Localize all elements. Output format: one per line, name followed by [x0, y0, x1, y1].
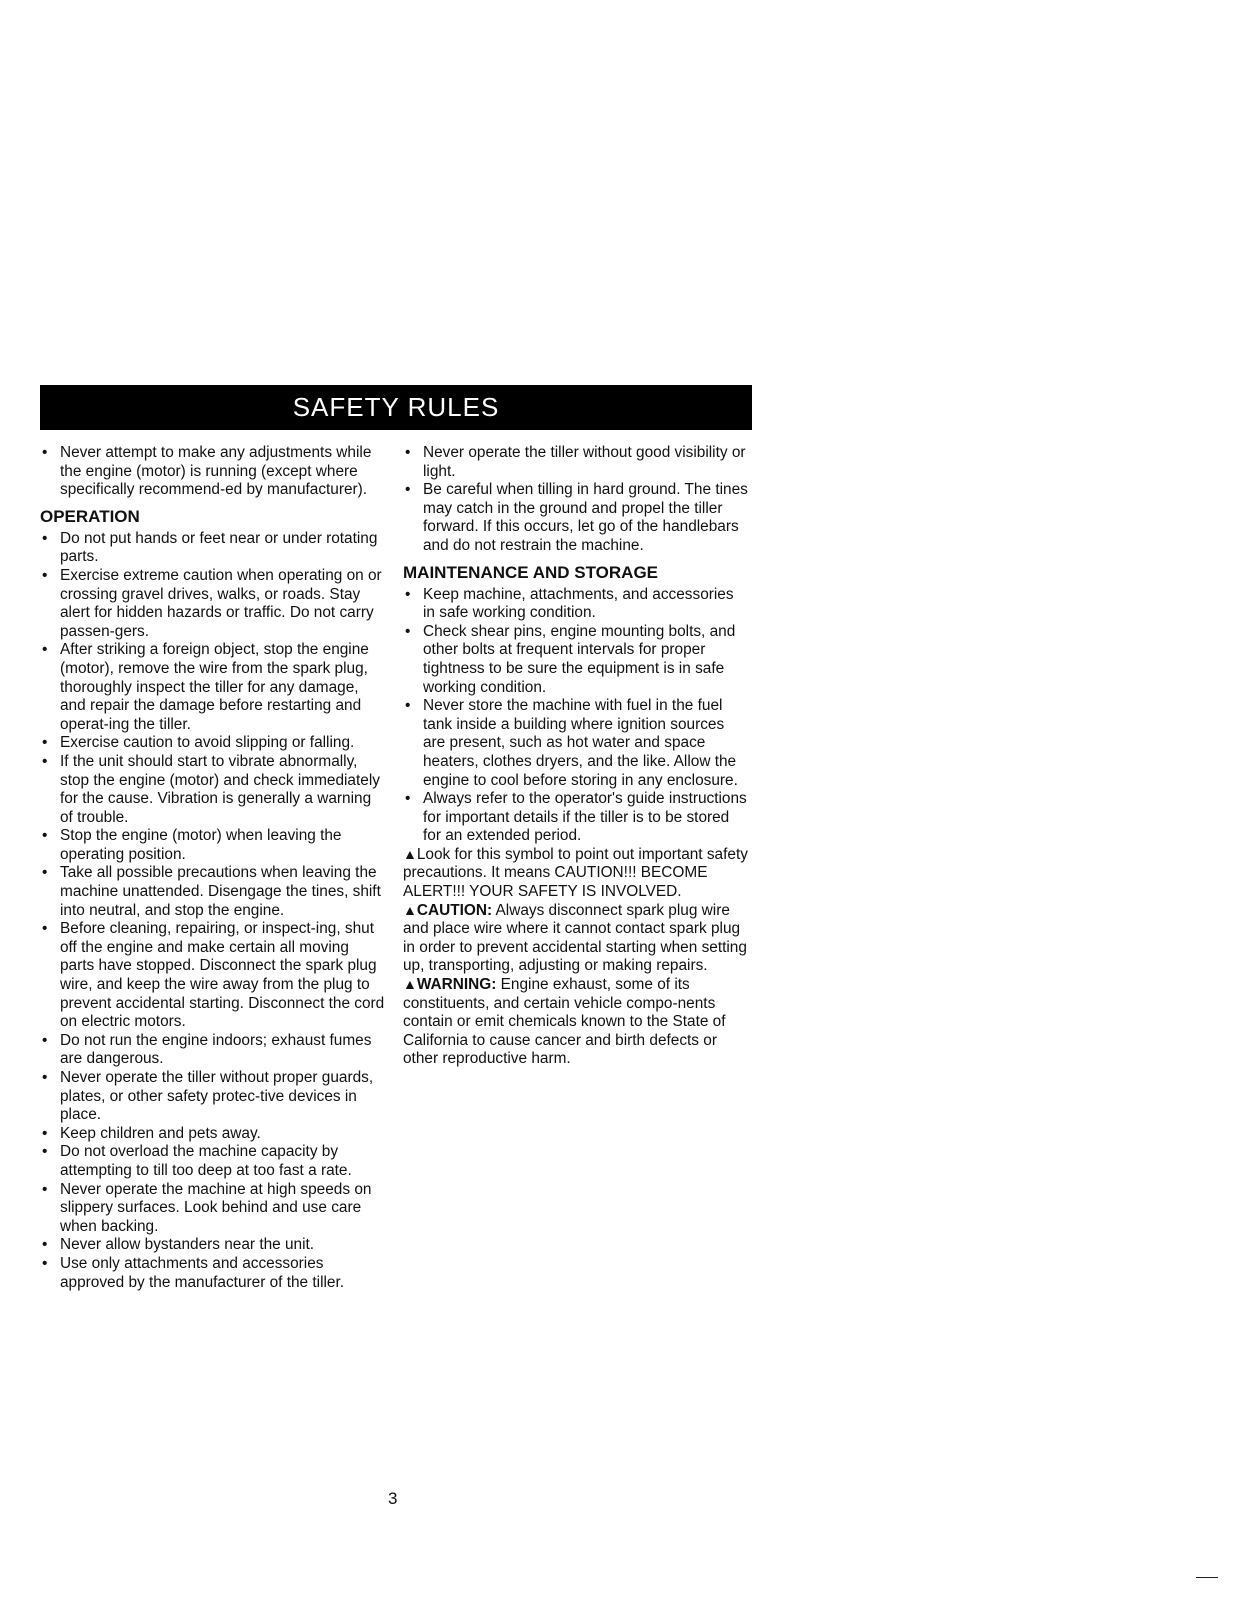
list-item: • Never attempt to make any adjustments while the engine (motor) is running (except where specifically recommend-ed by manufacturer). [42, 444, 372, 499]
list-item: • Do not run the engine indoors; exhaust fumes are dangerous. [42, 1031, 372, 1068]
bullet-icon: • [405, 481, 411, 499]
caution-note: ▲CAUTION: Always disconnect spark plug wire and place wire where it cannot contact spark plug in order to prevent accidental starting when setting up, transporting, adjusting or making repairs. [403, 901, 747, 975]
list-item: • Use only attachments and accessories approved by the manufacturer of the tiller. [42, 1254, 345, 1291]
intro-list-left [40, 444, 385, 500]
warning-note: ▲WARNING: Engine exhaust, some of its constituents, and certain vehicle compo-nents contain or emit chemicals known to the State of California to cause cancer and birth defects or other reproductive harm. [403, 976, 726, 1068]
bullet-icon: • [42, 827, 48, 845]
bullet-icon: • [42, 1254, 48, 1272]
bullet-icon: • [42, 1031, 48, 1049]
operation-list [40, 530, 385, 1292]
warning-triangle-icon: ▲ [403, 845, 417, 862]
bullet-icon: • [405, 585, 411, 603]
bullet-icon: • [405, 444, 411, 461]
bullet-icon: • [42, 641, 48, 659]
intro-list-right [403, 444, 748, 556]
bullet-icon: • [405, 622, 411, 640]
bullet-icon: • [405, 790, 411, 808]
list-item: • Exercise extreme caution when operating on or crossing gravel drives, walks, or roads. Stay alert for hidden hazards or traffic. Do not carry passen-gers. [42, 566, 382, 640]
bullet-icon: • [42, 864, 48, 882]
left-column [40, 444, 385, 1292]
list-item: • Keep children and pets away. [42, 1124, 261, 1142]
page-number: 3 [388, 1489, 398, 1508]
list-item: • Keep machine, attachments, and accessories in safe working condition. [405, 585, 734, 622]
list-item: • Before cleaning, repairing, or inspect-ing, shut off the engine and make certain all moving parts have stopped. Disconnect the spark plug wire, and keep the wire away from the plug to prevent accidental starting. Disconnect the cord on electric motors. [42, 920, 385, 1031]
list-item: • After striking a foreign object, stop the engine (motor), remove the wire from the spark plug, thoroughly inspect the tiller for any damage, and repair the damage before restarting and operat-ing the tiller. [42, 641, 369, 733]
list-item: • Never allow bystanders near the unit. [42, 1236, 315, 1254]
section-title: SAFETY RULES [292, 392, 500, 422]
bullet-icon: • [42, 1236, 48, 1254]
bullet-icon: • [42, 444, 48, 461]
bullet-icon: • [42, 1069, 48, 1086]
list-item: • Do not put hands or feet near or under rotating parts. [42, 529, 378, 566]
maintenance-heading: MAINTENANCE AND STORAGE [403, 562, 659, 582]
bullet-icon: • [42, 752, 48, 770]
warning-triangle-icon: ▲ [403, 976, 417, 993]
bullet-icon: • [42, 920, 48, 938]
caution-label: CAUTION: [416, 901, 493, 919]
list-item: • Do not overload the machine capacity by attempting to till too deep at too fast a rate. [42, 1143, 352, 1179]
list-item: • Take all possible precautions when leaving the machine unattended. Disengage the tines, shift into neutral, and stop the engine. [42, 864, 381, 919]
bullet-icon: • [42, 1124, 48, 1142]
bullet-icon: • [405, 697, 411, 715]
list-item: • Never operate the machine at high speeds on slippery surfaces. Look behind and use care when backing. [42, 1180, 372, 1235]
list-item: • If the unit should start to vibrate abnormally, stop the engine (motor) and check immediately for the cause. Vibration is generally a warning of trouble. [42, 752, 380, 826]
bullet-icon: • [42, 529, 48, 547]
list-item: • Always refer to the operator's guide instructions for important details if the tiller is to be stored for an extended period. [405, 790, 747, 845]
list-item: • Check shear pins, engine mounting bolts, and other bolts at frequent intervals for proper tightness to be sure the equipment is in safe working condition. [405, 622, 736, 696]
right-column [403, 444, 748, 1069]
bullet-icon: • [42, 1180, 48, 1198]
list-item: • Stop the engine (motor) when leaving the operating position. [42, 827, 342, 863]
warning-triangle-icon: ▲ [403, 901, 417, 918]
bullet-icon: • [42, 734, 48, 752]
list-item: • Never operate the tiller without good visibility or light. [405, 444, 746, 480]
list-item: • Never operate the tiller without proper guards, plates, or other safety protec-tive devices in place. [42, 1069, 374, 1124]
divider [1196, 1577, 1218, 1578]
operation-heading: OPERATION [40, 506, 140, 526]
maintenance-list [403, 586, 748, 846]
bullet-icon: • [42, 566, 48, 584]
list-item: • Never store the machine with fuel in the fuel tank inside a building where ignition sources are present, such as hot water and space heaters, clothes dryers, and the like. Allow the engine to cool before storing in any enclosure. [405, 697, 738, 789]
warning-label: WARNING: [416, 976, 497, 994]
section-banner [40, 385, 752, 430]
list-item: • Be careful when tilling in hard ground. The tines may catch in the ground and propel the tiller forward. If this occurs, let go of the handlebars and do not restrain the machine. [405, 481, 748, 554]
bullet-icon: • [42, 1143, 48, 1161]
list-item: • Exercise caution to avoid slipping or falling. [42, 734, 355, 752]
symbol-note: ▲Look for this symbol to point out important safety precautions. It means CAUTION!!! BECOME ALERT!!! YOUR SAFETY IS INVOLVED. [403, 845, 748, 901]
